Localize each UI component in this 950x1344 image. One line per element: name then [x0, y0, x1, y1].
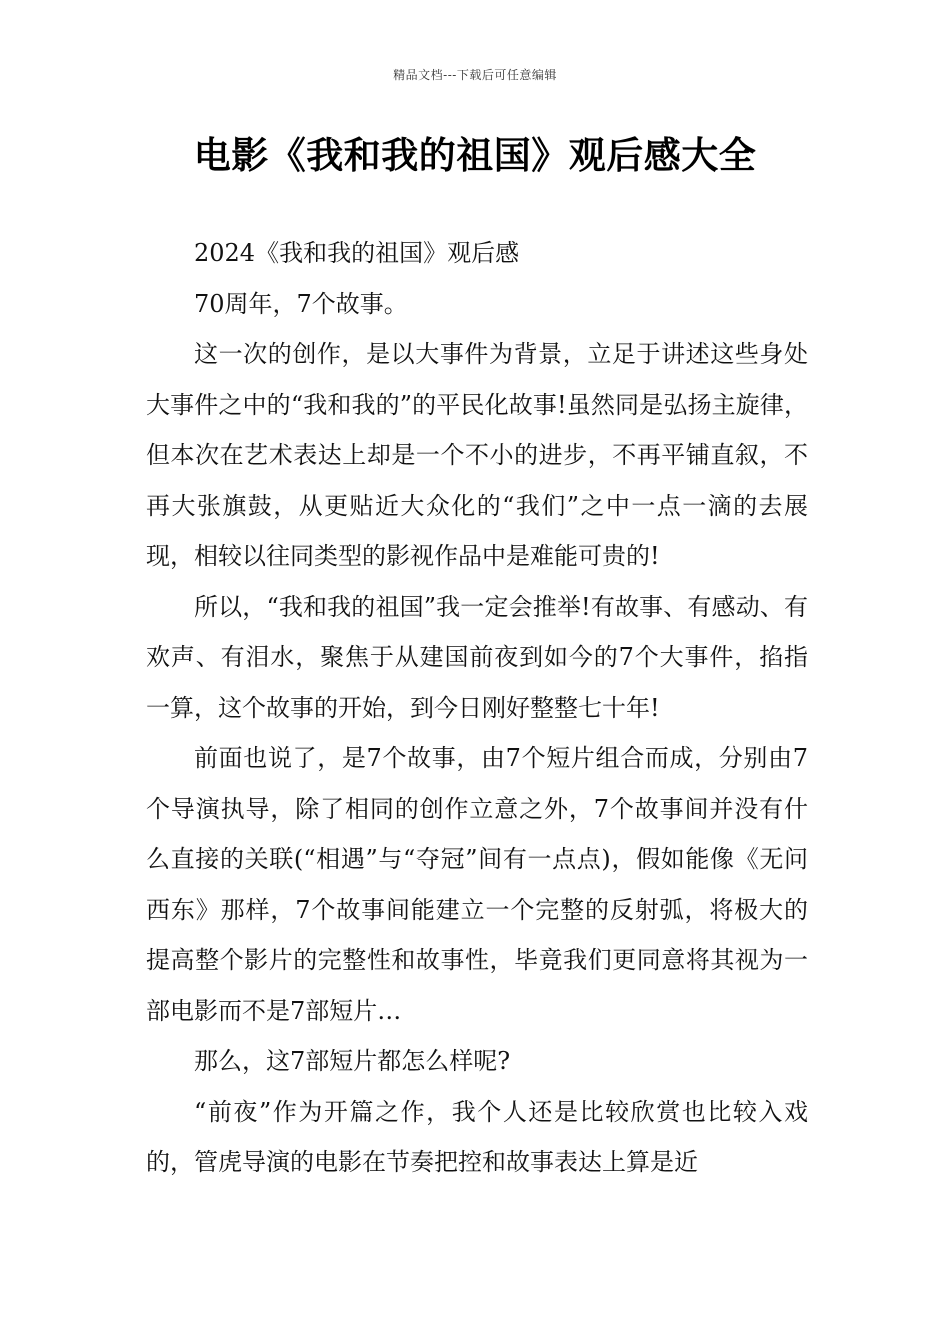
paragraph: 这一次的创作，是以大事件为背景，立足于讲述这些身处大事件之中的“我和我的”的平民化故事!虽然同是弘扬主旋律，但本次在艺术表达上却是一个不小的进步，不再平铺直叙，不再大张旗鼓，从更贴近大众化的“我们”之中一点一滴的去展现，相较以往同类型的影视作品中是难能可贵的! — [146, 340, 808, 570]
paragraph: “前夜”作为开篇之作，我个人还是比较欣赏也比较入戏的，管虎导演的电影在节奏把控和故事表达上算是近 — [146, 1097, 808, 1176]
paragraph-subtitle: 2024《我和我的祖国》观后感 — [194, 239, 520, 267]
paragraph: 前面也说了，是7个故事，由7个短片组合而成，分别由7个导演执导，除了相同的创作立意之外，7个故事间并没有什么直接的关联(“相遇”与“夺冠”间有一点点)，假如能像《无问西东》那样，7个故事间能建立一个完整的反射弧，将极大的提高整个影片的完整性和故事性，毕竟我们更同意将其视为一部电影而不是7部短片… — [146, 744, 808, 1025]
paragraph: 所以，“我和我的祖国”我一定会推举!有故事、有感动、有欢声、有泪水，聚焦于从建国前夜到如今的7个大事件，掐指一算，这个故事的开始，到今日刚好整整七十年! — [146, 592, 808, 722]
document-title: 电影《我和我的祖国》观后感大全 — [193, 134, 757, 177]
document-body — [146, 228, 808, 1188]
header-note: 精品文档---下载后可任意编辑 — [393, 68, 557, 82]
paragraph: 70周年，7个故事。 — [194, 289, 408, 318]
paragraph: 那么，这7部短片都怎么样呢? — [194, 1047, 511, 1075]
